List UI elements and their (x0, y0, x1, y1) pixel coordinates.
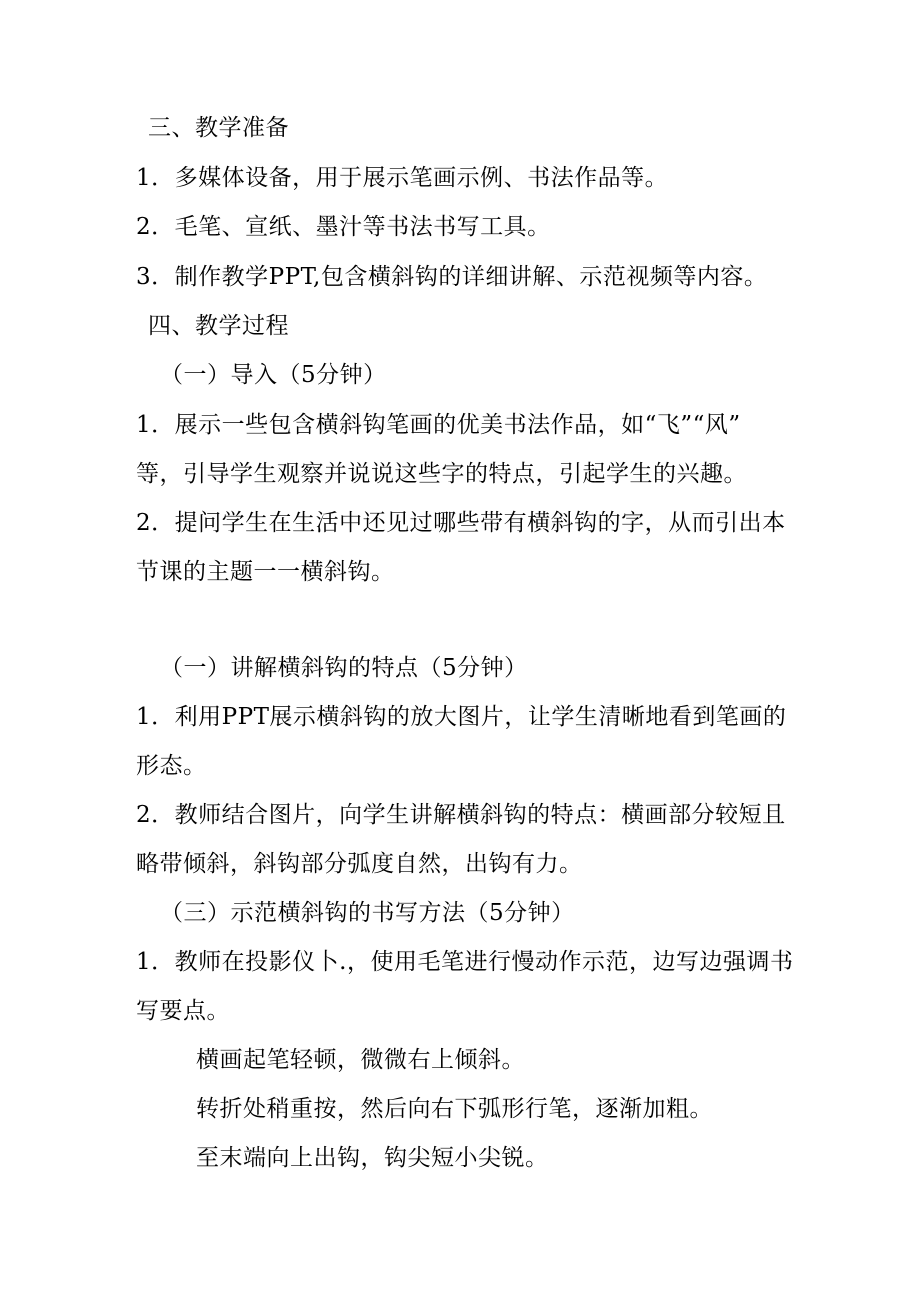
section-heading-process: 四、教学过程 (148, 313, 289, 339)
part-heading-intro: （一）导入（5分钟） (160, 362, 387, 388)
demo-item-1-line-1: 1．教师在投影仪卜.，使用毛笔进行慢动作示范，边写边强调书 (136, 949, 794, 975)
prep-item-3: 3．制作教学PPT,包含横斜钩的详细讲解、示范视频等内容。 (136, 264, 768, 290)
demo-item-1-line-2: 写要点。 (136, 998, 230, 1024)
features-item-1-line-1: 1．利用PPT展示横斜钩的放大图片，让学生清晰地看到笔画的 (136, 704, 787, 730)
demo-step-2: 转折处稍重按，然后向右下弧形行笔，逐渐加粗。 (196, 1096, 713, 1122)
intro-item-1-line-1: 1．展示一些包含横斜钩笔画的优美书法作品，如“飞”“风” (136, 412, 741, 438)
demo-step-3: 至末端向上出钩，钩尖短小尖锐。 (196, 1145, 549, 1171)
prep-item-2: 2．毛笔、宣纸、墨汁等书法书写工具。 (136, 214, 551, 240)
features-item-2-line-2: 略带倾斜，斜钩部分弧度自然，出钩有力。 (136, 851, 583, 877)
intro-item-2-line-1: 2．提问学生在生活中还见过哪些带有横斜钩的字，从而引出本 (136, 510, 786, 536)
features-item-1-line-2: 形态。 (136, 753, 207, 779)
intro-item-2-line-2: 节课的主题一一横斜钩。 (136, 559, 395, 585)
intro-item-1-line-2: 等，引导学生观察并说说这些字的特点，引起学生的兴趣。 (136, 461, 747, 487)
part-heading-features: （一）讲解横斜钩的特点（5分钟） (160, 655, 528, 681)
part-heading-demo: （三）示范横斜钩的书写方法（5分钟） (160, 900, 575, 926)
features-item-2-line-1: 2．教师结合图片，向学生讲解横斜钩的特点：横画部分较短且 (136, 802, 786, 828)
section-heading-preparation: 三、教学准备 (148, 115, 289, 141)
demo-step-1: 横画起笔轻顿，微微右上倾斜。 (196, 1047, 525, 1073)
prep-item-1: 1．多媒体设备，用于展示笔画示例、书法作品等。 (136, 165, 669, 191)
